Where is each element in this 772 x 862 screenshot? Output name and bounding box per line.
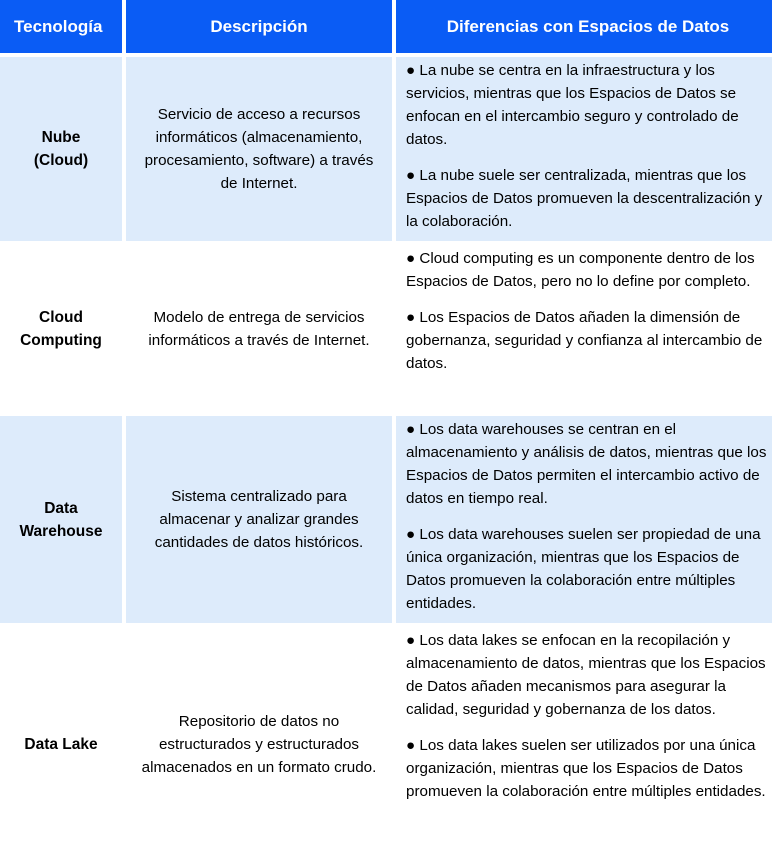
row-nube-description	[126, 57, 392, 245]
header-descripcion: Descripción	[126, 0, 392, 57]
difference-item: ● La nube suele ser centralizada, mientras que los Espacios de Datos promueven la descentralización y la colaboración.	[406, 167, 763, 230]
row-nube-differences	[396, 57, 772, 245]
header-diferencias: Diferencias con Espacios de Datos	[396, 0, 772, 57]
tech-label: Data Warehouse	[19, 499, 103, 540]
description-text: Repositorio de datos no estructurados y estructurados almacenados en un formato crudo.	[141, 713, 377, 776]
row-data-warehouse-differences	[396, 416, 772, 627]
description-text: Sistema centralizado para almacenar y analizar grandes cantidades de datos históricos.	[154, 488, 364, 551]
difference-item: ● Los data warehouses se centran en el almacenamiento y análisis de datos, mientras que los Espacios de Datos permiten el intercambio activo de datos en tiempo real.	[406, 421, 767, 507]
tech-label: Data Lake	[24, 736, 98, 753]
header-tecnologia: Tecnología	[0, 0, 122, 57]
row-cloud-computing-tech	[0, 245, 122, 416]
row-data-lake-tech	[0, 627, 122, 862]
row-nube-tech	[0, 57, 122, 245]
tech-label: Nube (Cloud)	[33, 129, 89, 169]
row-data-warehouse-description	[126, 416, 392, 627]
difference-item: ● Cloud computing es un componente dentro de los Espacios de Datos, pero no lo define por completo.	[406, 250, 755, 290]
difference-item: ● La nube se centra en la infraestructura y los servicios, mientras que los Espacios de Datos se enfocan en el intercambio seguro y controlado de datos.	[406, 62, 739, 148]
row-cloud-computing-description	[126, 245, 392, 416]
row-data-warehouse-tech	[0, 416, 122, 627]
row-cloud-computing-differences	[396, 245, 772, 416]
tech-label: Cloud Computing	[20, 308, 102, 349]
difference-item: ● Los data lakes suelen ser utilizados por una única organización, mientras que los Espacios de Datos promueven la colaboración entre múltiples entidades.	[406, 737, 766, 800]
difference-item: ● Los data warehouses suelen ser propiedad de una única organización, mientras que los Espacios de Datos promueven la colaboración entre múltiples entidades.	[406, 526, 761, 612]
difference-item: ● Los data lakes se enfocan en la recopilación y almacenamiento de datos, mientras que los Espacios de Datos añaden mecanismos para asegurar la calidad, seguridad y gobernanza de los datos.	[406, 632, 766, 718]
row-data-lake-description	[126, 627, 392, 862]
row-data-lake-differences	[396, 627, 772, 862]
description-text: Servicio de acceso a recursos informáticos (almacenamiento, procesamiento, software) a través de Internet.	[144, 106, 374, 192]
description-text: Modelo de entrega de servicios informáticos a través de Internet.	[148, 308, 370, 349]
difference-item: ● Los Espacios de Datos añaden la dimensión de gobernanza, seguridad y confianza al intercambio de datos.	[406, 309, 763, 372]
